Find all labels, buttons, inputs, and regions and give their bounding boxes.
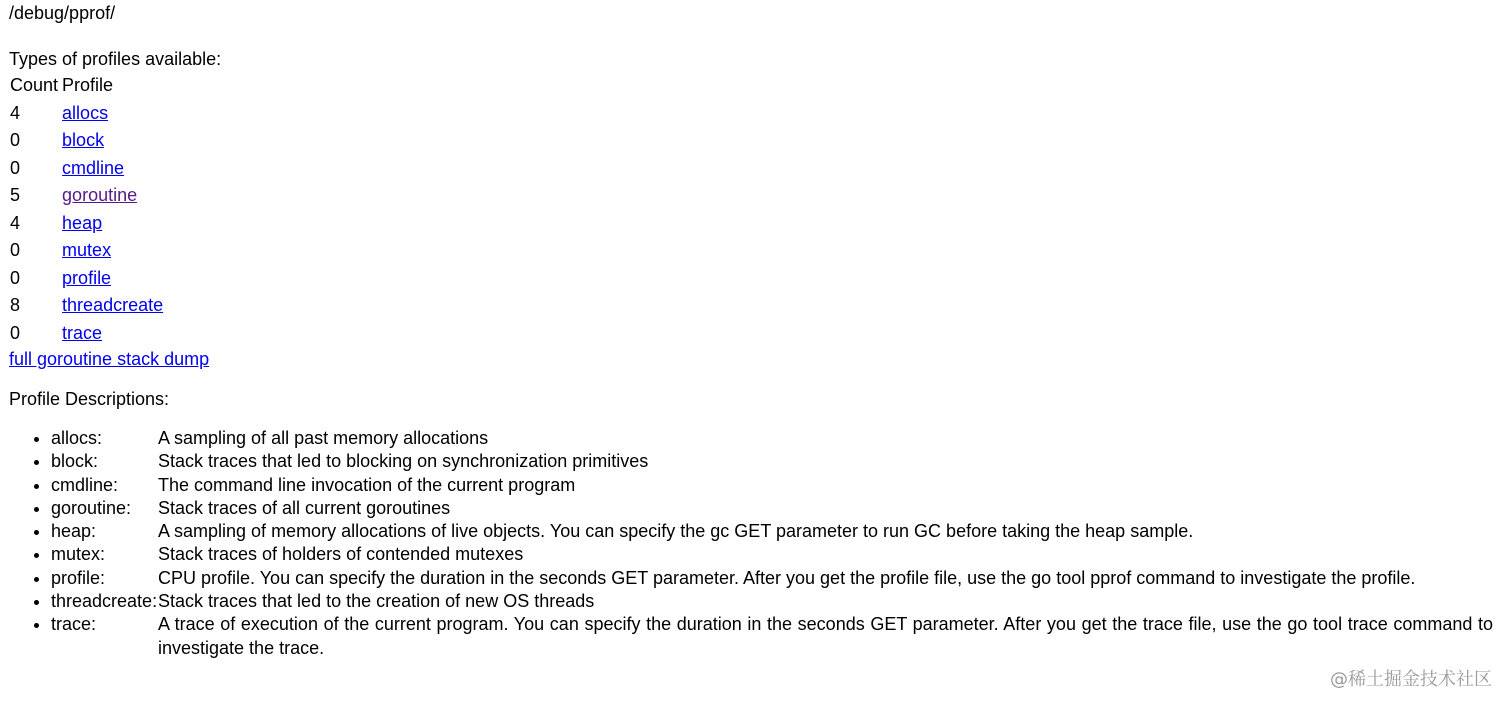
- table-row: [9, 156, 164, 182]
- profile-link-allocs[interactable]: allocs: [62, 102, 109, 123]
- profile-descriptions-list: [9, 427, 1493, 660]
- profile-count: 4: [10, 212, 21, 233]
- profile-count: 8: [10, 295, 21, 316]
- profile-count: 0: [10, 267, 21, 288]
- table-row: [9, 101, 164, 127]
- description-name: • allocs:: [51, 428, 103, 448]
- profile-count: 0: [10, 157, 21, 178]
- profile-cell: [61, 183, 164, 209]
- column-header-profile: Profile: [62, 75, 114, 96]
- description-name: • block:: [51, 451, 99, 472]
- table-header-row: [9, 73, 164, 99]
- description-text: A trace of execution of the current program. You can specify the duration in the seconds GET parameter. After you get the trace file, use the go tool trace command to investigate the trace.: [158, 614, 1493, 658]
- table-row: [9, 238, 164, 264]
- profile-link-heap[interactable]: heap: [62, 212, 103, 233]
- table-row: [9, 128, 164, 154]
- description-row: [51, 613, 1493, 660]
- description-text: CPU profile. You can specify the duration in the seconds GET parameter. After you get the profile file, use the go tool pprof command to investigate the profile.: [158, 567, 1416, 588]
- profile-link-trace[interactable]: trace: [62, 322, 103, 343]
- description-name: • trace:: [51, 614, 97, 635]
- profile-cell: [61, 293, 164, 319]
- full-goroutine-stack-dump-link[interactable]: full goroutine stack dump: [9, 349, 210, 369]
- description-row: [51, 590, 1493, 613]
- profile-cell: [61, 321, 164, 347]
- description-row: [51, 497, 1493, 520]
- table-row: [9, 183, 164, 209]
- pprof-index-page: [9, 2, 1493, 660]
- description-text: Stack traces that led to the creation of new OS threads: [158, 591, 595, 612]
- list-item: [51, 613, 1493, 660]
- profile-cell: [61, 266, 164, 292]
- profile-link-threadcreate[interactable]: threadcreate: [62, 295, 164, 316]
- description-row: [51, 427, 1493, 450]
- profile-cell: [61, 156, 164, 182]
- description-text: A sampling of all past memory allocations: [158, 428, 489, 448]
- table-row: [9, 211, 164, 237]
- profile-count: 0: [10, 240, 21, 261]
- profile-count: 0: [10, 322, 21, 343]
- description-name: • cmdline:: [51, 474, 119, 495]
- description-text: The command line invocation of the current program: [158, 474, 576, 495]
- profile-link-cmdline[interactable]: cmdline: [62, 157, 125, 178]
- description-text: Stack traces that led to blocking on synchronization primitives: [158, 451, 649, 472]
- list-item: [51, 497, 1493, 520]
- stack-dump-link-container: [9, 348, 1493, 372]
- profiles-table-body: [9, 101, 164, 347]
- profile-cell: [61, 211, 164, 237]
- profile-link-goroutine[interactable]: goroutine: [62, 185, 138, 206]
- column-header-count: Count: [10, 75, 59, 96]
- list-item: [51, 543, 1493, 566]
- watermark-text: @稀土掘金技术社区: [1330, 669, 1492, 690]
- list-item: [51, 590, 1493, 613]
- profile-link-profile[interactable]: profile: [62, 267, 112, 288]
- profile-cell: [61, 128, 164, 154]
- description-row: [51, 474, 1493, 497]
- table-row: [9, 293, 164, 319]
- profile-count: 5: [10, 185, 21, 206]
- list-item: [51, 474, 1493, 497]
- description-row: [51, 567, 1493, 590]
- profiles-intro-text: Types of profiles available:: [9, 49, 222, 69]
- list-item: [51, 520, 1493, 543]
- description-row: [51, 450, 1493, 473]
- description-name: • profile:: [51, 567, 106, 588]
- profile-count: 4: [10, 102, 21, 123]
- list-item: [51, 450, 1493, 473]
- table-row: [9, 321, 164, 347]
- table-row: [9, 266, 164, 292]
- description-name: • mutex:: [51, 544, 106, 565]
- description-name: • threadcreate:: [51, 591, 158, 612]
- profile-link-block[interactable]: block: [62, 130, 105, 151]
- description-name: • heap:: [51, 521, 97, 542]
- profiles-table: [7, 71, 166, 348]
- description-text: Stack traces of holders of contended mutexes: [158, 544, 524, 565]
- description-text: A sampling of memory allocations of live objects. You can specify the gc GET parameter to run GC before taking the heap sample.: [158, 521, 1194, 542]
- description-row: [51, 543, 1493, 566]
- profile-cell: [61, 238, 164, 264]
- list-item: [51, 567, 1493, 590]
- profile-link-mutex[interactable]: mutex: [62, 240, 112, 261]
- page-path-title: /debug/pprof/: [9, 3, 116, 23]
- description-row: [51, 520, 1493, 543]
- profile-count: 0: [10, 130, 21, 151]
- descriptions-heading: Profile Descriptions:: [9, 389, 170, 409]
- description-name: • goroutine:: [51, 497, 132, 518]
- description-text: Stack traces of all current goroutines: [158, 497, 451, 518]
- list-item: [51, 427, 1493, 450]
- profile-cell: [61, 101, 164, 127]
